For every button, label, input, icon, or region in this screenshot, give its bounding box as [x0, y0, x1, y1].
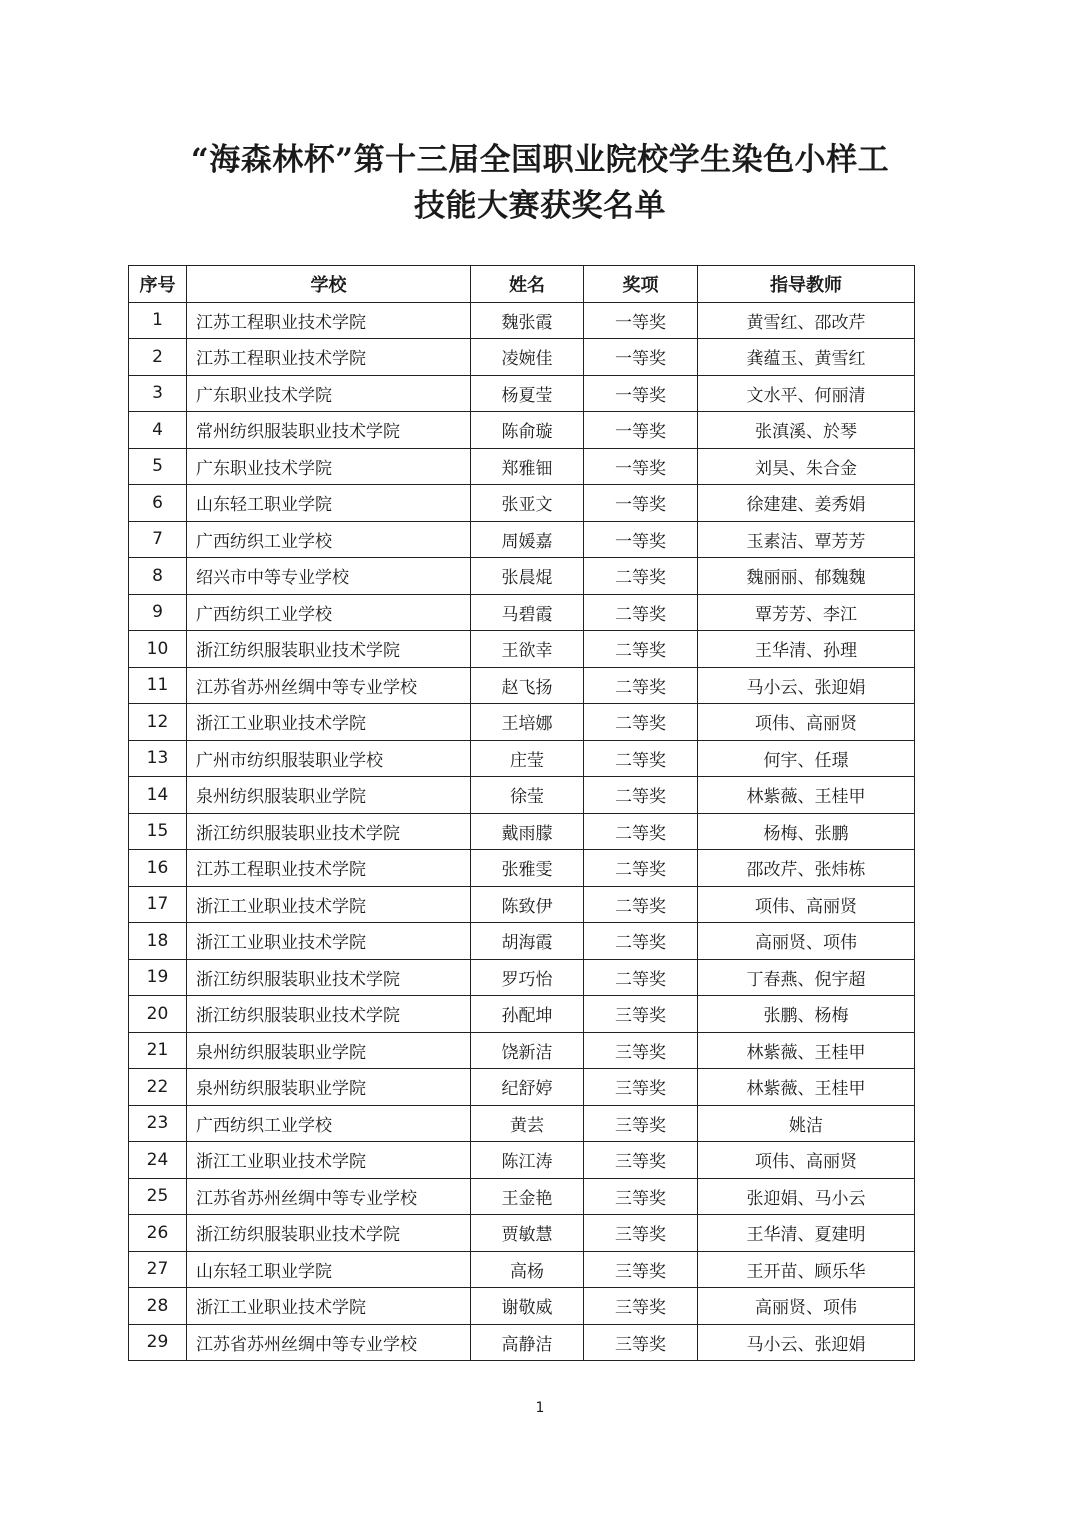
table-header-row — [129, 266, 915, 303]
table-row — [129, 740, 915, 777]
cell-award: 二等奖 — [584, 740, 698, 777]
header-award: 奖项 — [584, 266, 698, 303]
cell-award: 二等奖 — [584, 959, 698, 996]
cell-student-name: 张雅雯 — [471, 850, 584, 887]
cell-award: 三等奖 — [584, 996, 698, 1033]
cell-award: 三等奖 — [584, 1324, 698, 1361]
cell-index: 10 — [129, 631, 187, 668]
cell-teacher: 玉素洁、覃芳芳 — [698, 521, 915, 558]
cell-teacher: 张滇溪、於琴 — [698, 412, 915, 449]
cell-index: 29 — [129, 1324, 187, 1361]
cell-award: 二等奖 — [584, 777, 698, 814]
cell-award: 二等奖 — [584, 850, 698, 887]
cell-student-name: 王金艳 — [471, 1178, 584, 1215]
cell-student-name: 马碧霞 — [471, 594, 584, 631]
cell-index: 9 — [129, 594, 187, 631]
cell-student-name: 孙配坤 — [471, 996, 584, 1033]
cell-award: 二等奖 — [584, 667, 698, 704]
cell-index: 13 — [129, 740, 187, 777]
table-row — [129, 1105, 915, 1142]
cell-teacher: 林紫薇、王桂甲 — [698, 1069, 915, 1106]
cell-student-name: 高静洁 — [471, 1324, 584, 1361]
cell-student-name: 罗巧怡 — [471, 959, 584, 996]
cell-teacher: 马小云、张迎娟 — [698, 1324, 915, 1361]
cell-student-name: 高杨 — [471, 1251, 584, 1288]
cell-award: 一等奖 — [584, 302, 698, 339]
cell-school: 泉州纺织服装职业学院 — [187, 777, 471, 814]
cell-index: 14 — [129, 777, 187, 814]
cell-index: 24 — [129, 1142, 187, 1179]
cell-school: 广州市纺织服装职业学校 — [187, 740, 471, 777]
cell-award: 三等奖 — [584, 1215, 698, 1252]
cell-student-name: 周媛嘉 — [471, 521, 584, 558]
cell-award: 二等奖 — [584, 813, 698, 850]
cell-index: 25 — [129, 1178, 187, 1215]
cell-teacher: 项伟、高丽贤 — [698, 704, 915, 741]
cell-school: 广东职业技术学院 — [187, 448, 471, 485]
cell-student-name: 郑雅钿 — [471, 448, 584, 485]
cell-teacher: 项伟、高丽贤 — [698, 1142, 915, 1179]
cell-index: 23 — [129, 1105, 187, 1142]
table-row — [129, 375, 915, 412]
cell-teacher: 文水平、何丽清 — [698, 375, 915, 412]
table-row — [129, 667, 915, 704]
cell-school: 山东轻工职业学院 — [187, 485, 471, 522]
cell-award: 二等奖 — [584, 704, 698, 741]
cell-school: 广西纺织工业学校 — [187, 521, 471, 558]
cell-index: 7 — [129, 521, 187, 558]
cell-student-name: 戴雨朦 — [471, 813, 584, 850]
cell-student-name: 徐莹 — [471, 777, 584, 814]
table-row — [129, 996, 915, 1033]
cell-index: 2 — [129, 339, 187, 376]
cell-student-name: 赵飞扬 — [471, 667, 584, 704]
cell-award: 一等奖 — [584, 448, 698, 485]
table-row — [129, 923, 915, 960]
cell-school: 江苏省苏州丝绸中等专业学校 — [187, 1178, 471, 1215]
cell-student-name: 贾敏慧 — [471, 1215, 584, 1252]
cell-teacher: 杨梅、张鹏 — [698, 813, 915, 850]
table-row — [129, 412, 915, 449]
cell-index: 15 — [129, 813, 187, 850]
cell-school: 江苏省苏州丝绸中等专业学校 — [187, 667, 471, 704]
header-school: 学校 — [187, 266, 471, 303]
cell-student-name: 黄芸 — [471, 1105, 584, 1142]
table-row — [129, 485, 915, 522]
cell-teacher: 刘昊、朱合金 — [698, 448, 915, 485]
awards-table — [128, 265, 915, 1361]
table-row — [129, 339, 915, 376]
document-title-line-1: “海森林杯”第十三届全国职业院校学生染色小样工 — [190, 142, 890, 178]
cell-index: 20 — [129, 996, 187, 1033]
cell-index: 27 — [129, 1251, 187, 1288]
document-title-line-2: 技能大赛获奖名单 — [414, 188, 666, 224]
table-row — [129, 1178, 915, 1215]
cell-teacher: 邵改芹、张炜栋 — [698, 850, 915, 887]
cell-student-name: 饶新洁 — [471, 1032, 584, 1069]
table-row — [129, 1288, 915, 1325]
cell-school: 浙江纺织服装职业技术学院 — [187, 631, 471, 668]
cell-index: 11 — [129, 667, 187, 704]
cell-teacher: 王华清、孙理 — [698, 631, 915, 668]
cell-teacher: 徐建建、姜秀娟 — [698, 485, 915, 522]
cell-teacher: 姚洁 — [698, 1105, 915, 1142]
cell-award: 二等奖 — [584, 923, 698, 960]
cell-school: 绍兴市中等专业学校 — [187, 558, 471, 595]
cell-teacher: 马小云、张迎娟 — [698, 667, 915, 704]
cell-student-name: 谢敬威 — [471, 1288, 584, 1325]
cell-index: 1 — [129, 302, 187, 339]
cell-student-name: 张晨焜 — [471, 558, 584, 595]
cell-school: 浙江纺织服装职业技术学院 — [187, 996, 471, 1033]
table-row — [129, 813, 915, 850]
cell-student-name: 凌婉佳 — [471, 339, 584, 376]
cell-teacher: 王华清、夏建明 — [698, 1215, 915, 1252]
cell-teacher: 高丽贤、项伟 — [698, 1288, 915, 1325]
cell-teacher: 覃芳芳、李江 — [698, 594, 915, 631]
cell-index: 6 — [129, 485, 187, 522]
cell-index: 22 — [129, 1069, 187, 1106]
cell-student-name: 魏张霞 — [471, 302, 584, 339]
cell-school: 浙江纺织服装职业技术学院 — [187, 813, 471, 850]
cell-student-name: 陈致伊 — [471, 886, 584, 923]
cell-student-name: 王欲幸 — [471, 631, 584, 668]
cell-index: 18 — [129, 923, 187, 960]
table-row — [129, 302, 915, 339]
table-row — [129, 1069, 915, 1106]
cell-teacher: 黄雪红、邵改芹 — [698, 302, 915, 339]
table-row — [129, 1251, 915, 1288]
cell-school: 山东轻工职业学院 — [187, 1251, 471, 1288]
header-name: 姓名 — [471, 266, 584, 303]
cell-school: 广东职业技术学院 — [187, 375, 471, 412]
cell-student-name: 胡海霞 — [471, 923, 584, 960]
cell-award: 三等奖 — [584, 1288, 698, 1325]
cell-school: 浙江工业职业技术学院 — [187, 1288, 471, 1325]
cell-teacher: 张鹏、杨梅 — [698, 996, 915, 1033]
table-row — [129, 558, 915, 595]
cell-school: 浙江工业职业技术学院 — [187, 923, 471, 960]
cell-index: 28 — [129, 1288, 187, 1325]
header-teacher: 指导教师 — [698, 266, 915, 303]
cell-school: 广西纺织工业学校 — [187, 1105, 471, 1142]
cell-index: 19 — [129, 959, 187, 996]
cell-award: 三等奖 — [584, 1142, 698, 1179]
cell-teacher: 龚蕴玉、黄雪红 — [698, 339, 915, 376]
cell-teacher: 高丽贤、项伟 — [698, 923, 915, 960]
cell-school: 广西纺织工业学校 — [187, 594, 471, 631]
cell-teacher: 项伟、高丽贤 — [698, 886, 915, 923]
cell-teacher: 魏丽丽、郁魏魏 — [698, 558, 915, 595]
table-row — [129, 521, 915, 558]
table-row — [129, 1215, 915, 1252]
cell-school: 泉州纺织服装职业学院 — [187, 1069, 471, 1106]
table-row — [129, 631, 915, 668]
cell-award: 二等奖 — [584, 631, 698, 668]
cell-school: 江苏工程职业技术学院 — [187, 339, 471, 376]
table-body — [129, 302, 915, 1361]
cell-index: 12 — [129, 704, 187, 741]
cell-student-name: 杨夏莹 — [471, 375, 584, 412]
cell-school: 浙江纺织服装职业技术学院 — [187, 959, 471, 996]
cell-index: 21 — [129, 1032, 187, 1069]
table-row — [129, 777, 915, 814]
cell-teacher: 王开苗、顾乐华 — [698, 1251, 915, 1288]
cell-teacher: 张迎娟、马小云 — [698, 1178, 915, 1215]
cell-student-name: 陈江涛 — [471, 1142, 584, 1179]
cell-index: 5 — [129, 448, 187, 485]
cell-award: 一等奖 — [584, 339, 698, 376]
table-row — [129, 594, 915, 631]
cell-award: 一等奖 — [584, 412, 698, 449]
cell-teacher: 丁春燕、倪宇超 — [698, 959, 915, 996]
cell-index: 4 — [129, 412, 187, 449]
cell-student-name: 张亚文 — [471, 485, 584, 522]
cell-school: 泉州纺织服装职业学院 — [187, 1032, 471, 1069]
cell-school: 江苏工程职业技术学院 — [187, 302, 471, 339]
cell-school: 浙江工业职业技术学院 — [187, 704, 471, 741]
cell-school: 江苏省苏州丝绸中等专业学校 — [187, 1324, 471, 1361]
cell-award: 一等奖 — [584, 375, 698, 412]
cell-index: 16 — [129, 850, 187, 887]
cell-student-name: 陈俞璇 — [471, 412, 584, 449]
cell-award: 三等奖 — [584, 1032, 698, 1069]
cell-award: 三等奖 — [584, 1251, 698, 1288]
cell-award: 二等奖 — [584, 558, 698, 595]
table-row — [129, 1324, 915, 1361]
cell-student-name: 王培娜 — [471, 704, 584, 741]
cell-school: 江苏工程职业技术学院 — [187, 850, 471, 887]
table-row — [129, 1032, 915, 1069]
header-index: 序号 — [129, 266, 187, 303]
cell-teacher: 林紫薇、王桂甲 — [698, 777, 915, 814]
cell-award: 三等奖 — [584, 1178, 698, 1215]
table-row — [129, 1142, 915, 1179]
cell-student-name: 庄莹 — [471, 740, 584, 777]
table-row — [129, 850, 915, 887]
cell-index: 8 — [129, 558, 187, 595]
page-number: 1 — [535, 1400, 545, 1416]
cell-school: 常州纺织服装职业技术学院 — [187, 412, 471, 449]
table-row — [129, 959, 915, 996]
table-row — [129, 704, 915, 741]
cell-award: 三等奖 — [584, 1105, 698, 1142]
cell-index: 17 — [129, 886, 187, 923]
cell-student-name: 纪舒婷 — [471, 1069, 584, 1106]
cell-index: 26 — [129, 1215, 187, 1252]
cell-award: 一等奖 — [584, 521, 698, 558]
cell-teacher: 何宇、任璟 — [698, 740, 915, 777]
cell-award: 一等奖 — [584, 485, 698, 522]
cell-school: 浙江工业职业技术学院 — [187, 886, 471, 923]
cell-teacher: 林紫薇、王桂甲 — [698, 1032, 915, 1069]
cell-index: 3 — [129, 375, 187, 412]
cell-award: 二等奖 — [584, 886, 698, 923]
cell-school: 浙江纺织服装职业技术学院 — [187, 1215, 471, 1252]
cell-award: 三等奖 — [584, 1069, 698, 1106]
table-row — [129, 448, 915, 485]
cell-school: 浙江工业职业技术学院 — [187, 1142, 471, 1179]
table-row — [129, 886, 915, 923]
cell-award: 二等奖 — [584, 594, 698, 631]
